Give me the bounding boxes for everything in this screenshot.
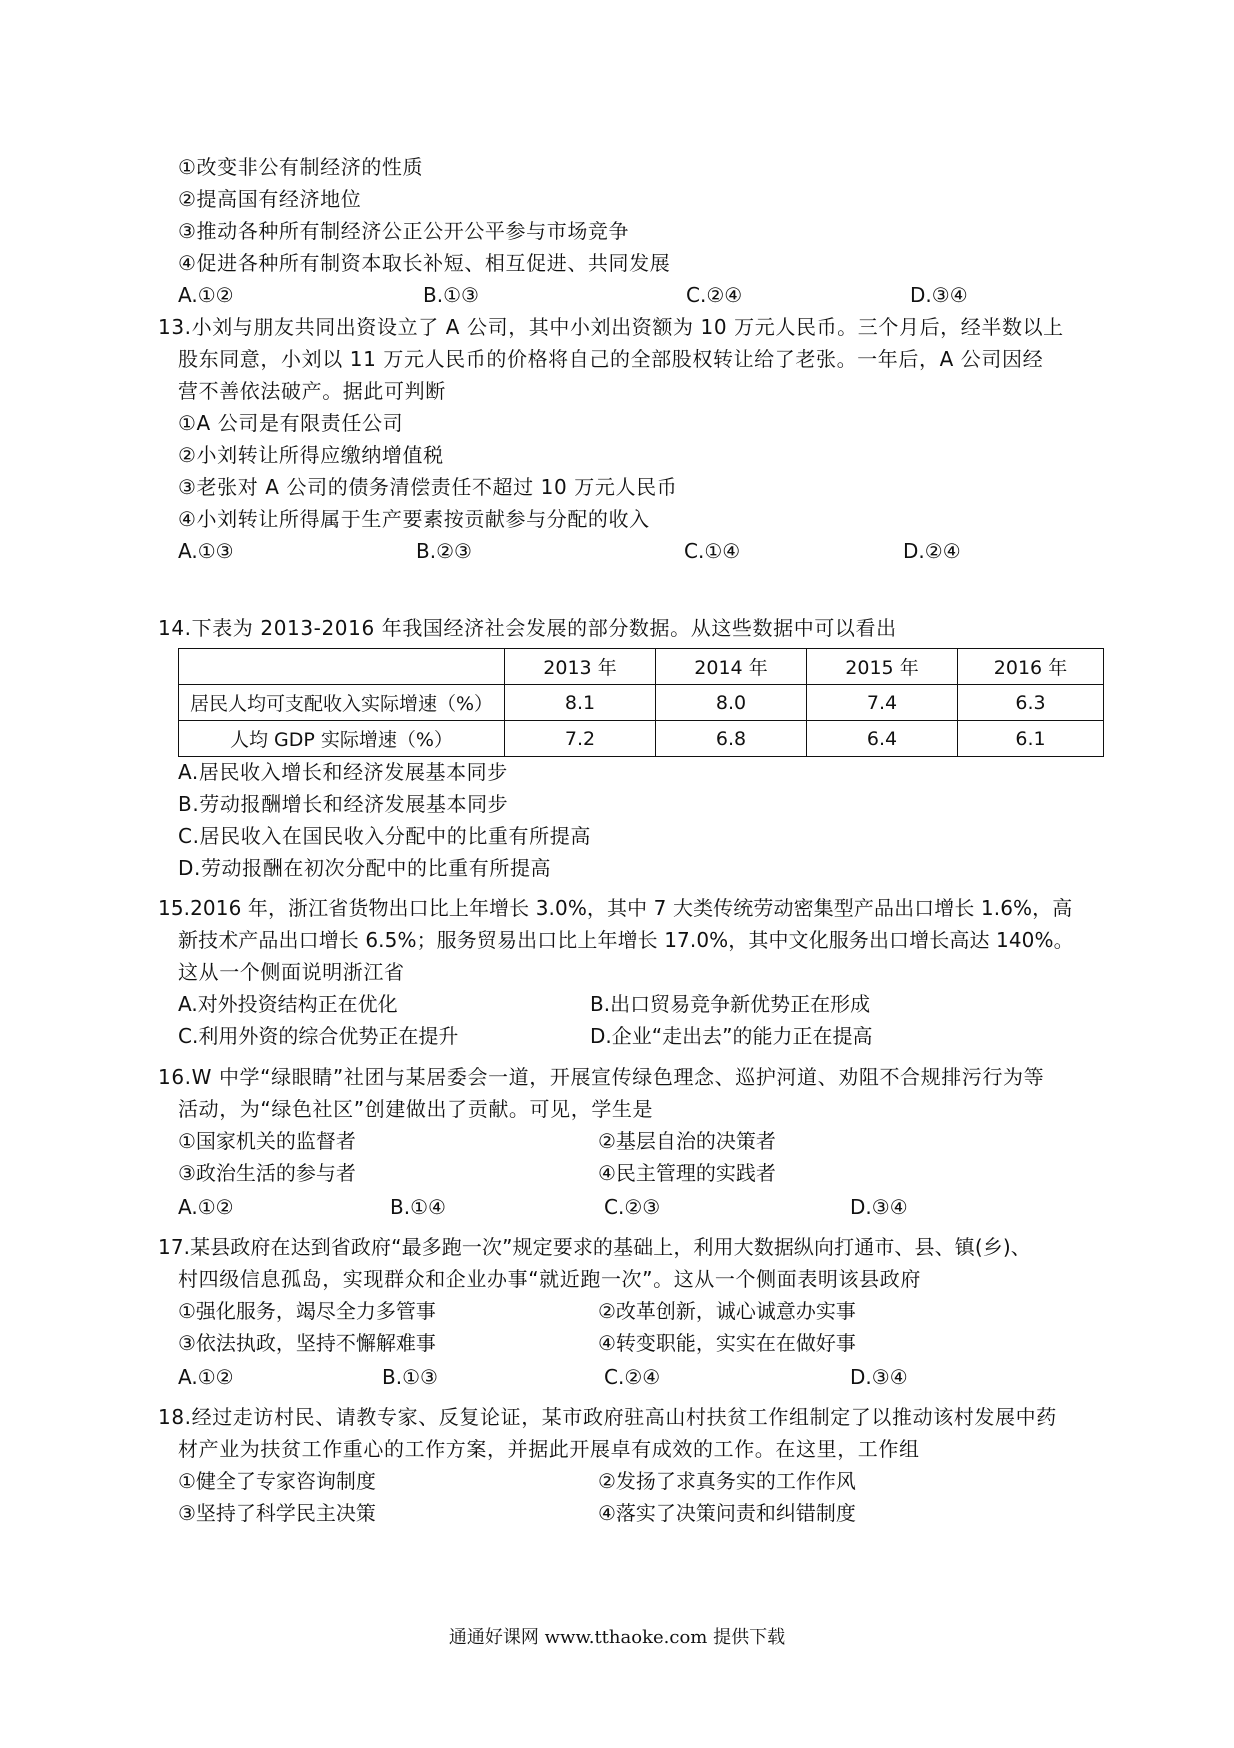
table-header-cell: 2013 年 — [505, 649, 656, 685]
q17-item-4: ④转变职能，实实在在做好事 — [598, 1331, 856, 1355]
table-row — [179, 685, 1104, 721]
q14-stem: 14.下表为 2013-2016 年我国经济社会发展的部分数据。从这些数据中可以看出 — [158, 616, 897, 640]
table-header-row — [179, 649, 1104, 685]
q15-option-b: B.出口贸易竞争新优势正在形成 — [590, 992, 871, 1016]
q18-item-3: ③坚持了科学民主决策 — [178, 1501, 376, 1525]
q14-option-d: D.劳动报酬在初次分配中的比重有所提高 — [178, 856, 552, 880]
table-header-cell: 2015 年 — [807, 649, 958, 685]
q18-item-1: ①健全了专家咨询制度 — [178, 1469, 376, 1493]
q13-item-2: ②小刘转让所得应缴纳增值税 — [178, 443, 444, 467]
table-header-cell — [179, 649, 505, 685]
q16-stem-line-2: 活动，为“绿色社区”创建做出了贡献。可见，学生是 — [178, 1097, 654, 1121]
q13-stem-line-2: 股东同意，小刘以 11 万元人民币的价格将自己的全部股权转让给了老张。一年后，A 公司因经 — [178, 347, 1044, 371]
q18-stem-line-2: 材产业为扶贫工作重心的工作方案，并据此开展卓有成效的工作。在这里，工作组 — [178, 1437, 920, 1461]
q18-item-2: ②发扬了求真务实的工作作风 — [598, 1469, 856, 1493]
q15-stem-line-2: 新技术产品出口增长 6.5%；服务贸易出口比上年增长 17.0%，其中文化服务出口增长高达 140%。 — [178, 928, 1074, 952]
q13-stem-line-1: 13.小刘与朋友共同出资设立了 A 公司，其中小刘出资额为 10 万元人民币。三个月后，经半数以上 — [158, 315, 1064, 339]
q16-stem-line-1: 16.W 中学“绿眼睛”社团与某居委会一道，开展宣传绿色理念、巡护河道、劝阻不合规排污行为等 — [158, 1065, 1045, 1089]
q12-option-b: B.①③ — [423, 283, 479, 307]
q12-item-4: ④促进各种所有制资本取长补短、相互促进、共同发展 — [178, 251, 671, 275]
table-cell: 6.4 — [807, 721, 958, 757]
table-header-cell: 2016 年 — [958, 649, 1104, 685]
q13-item-1: ①A 公司是有限责任公司 — [178, 411, 404, 435]
q14-option-a: A.居民收入增长和经济发展基本同步 — [178, 760, 508, 784]
q12-option-d: D.③④ — [910, 283, 968, 307]
q16-item-4: ④民主管理的实践者 — [598, 1161, 776, 1185]
q18-stem-line-1: 18.经过走访村民、请教专家、反复论证，某市政府驻高山村扶贫工作组制定了以推动该村发展中药 — [158, 1405, 1057, 1429]
q17-option-d: D.③④ — [850, 1365, 908, 1389]
q17-item-2: ②改革创新，诚心诚意办实事 — [598, 1299, 856, 1323]
q15-stem-line-3: 这从一个侧面说明浙江省 — [178, 960, 405, 984]
q17-option-c: C.②④ — [604, 1365, 661, 1389]
q17-item-1: ①强化服务，竭尽全力多管事 — [178, 1299, 436, 1323]
q17-stem-line-1: 17.某县政府在达到省政府“最多跑一次”规定要求的基础上，利用大数据纵向打通市、县、镇(乡)、 — [158, 1235, 1031, 1259]
q17-stem-line-2: 村四级信息孤岛，实现群众和企业办事“就近跑一次”。这从一个侧面表明该县政府 — [178, 1267, 921, 1291]
q14-option-b: B.劳动报酬增长和经济发展基本同步 — [178, 792, 509, 816]
q13-option-b: B.②③ — [416, 539, 472, 563]
q14-data-table — [178, 648, 1104, 757]
q13-option-c: C.①④ — [684, 539, 741, 563]
q17-option-a: A.①② — [178, 1365, 234, 1389]
q13-item-3: ③老张对 A 公司的债务清偿责任不超过 10 万元人民币 — [178, 475, 678, 499]
q17-item-3: ③依法执政，坚持不懈解难事 — [178, 1331, 436, 1355]
q17-option-b: B.①③ — [382, 1365, 438, 1389]
q16-option-c: C.②③ — [604, 1195, 661, 1219]
q13-item-4: ④小刘转让所得属于生产要素按贡献参与分配的收入 — [178, 507, 650, 531]
q16-option-a: A.①② — [178, 1195, 234, 1219]
q16-option-d: D.③④ — [850, 1195, 908, 1219]
table-cell: 7.4 — [807, 685, 958, 721]
table-cell: 人均 GDP 实际增速（%） — [179, 721, 505, 757]
q12-item-1: ①改变非公有制经济的性质 — [178, 155, 424, 179]
table-row — [179, 721, 1104, 757]
q14-option-c: C.居民收入在国民收入分配中的比重有所提高 — [178, 824, 591, 848]
q15-stem-line-1: 15.2016 年，浙江省货物出口比上年增长 3.0%，其中 7 大类传统劳动密集型产品出口增长 1.6%，高 — [158, 896, 1073, 920]
table-cell: 7.2 — [505, 721, 656, 757]
q12-item-2: ②提高国有经济地位 — [178, 187, 362, 211]
q12-option-c: C.②④ — [686, 283, 743, 307]
q12-item-3: ③推动各种所有制经济公正公开公平参与市场竞争 — [178, 219, 630, 243]
q16-item-2: ②基层自治的决策者 — [598, 1129, 776, 1153]
q18-item-4: ④落实了决策问责和纠错制度 — [598, 1501, 856, 1525]
table-cell: 6.1 — [958, 721, 1104, 757]
table-cell: 居民人均可支配收入实际增速（%） — [179, 685, 505, 721]
footer-source: 通通好课网 www.tthaoke.com 提供下载 — [448, 1627, 786, 1648]
q16-item-3: ③政治生活的参与者 — [178, 1161, 356, 1185]
q15-option-c: C.利用外资的综合优势正在提升 — [178, 1024, 459, 1048]
table-cell: 6.8 — [656, 721, 807, 757]
q16-option-b: B.①④ — [390, 1195, 446, 1219]
q12-option-a: A.①② — [178, 283, 234, 307]
table-cell: 8.0 — [656, 685, 807, 721]
q13-option-d: D.②④ — [903, 539, 961, 563]
table-header-cell: 2014 年 — [656, 649, 807, 685]
q16-item-1: ①国家机关的监督者 — [178, 1129, 356, 1153]
table-cell: 8.1 — [505, 685, 656, 721]
table-cell: 6.3 — [958, 685, 1104, 721]
q15-option-a: A.对外投资结构正在优化 — [178, 992, 398, 1016]
q13-stem-line-3: 营不善依法破产。据此可判断 — [178, 379, 446, 403]
q15-option-d: D.企业“走出去”的能力正在提高 — [590, 1024, 873, 1048]
q13-option-a: A.①③ — [178, 539, 234, 563]
